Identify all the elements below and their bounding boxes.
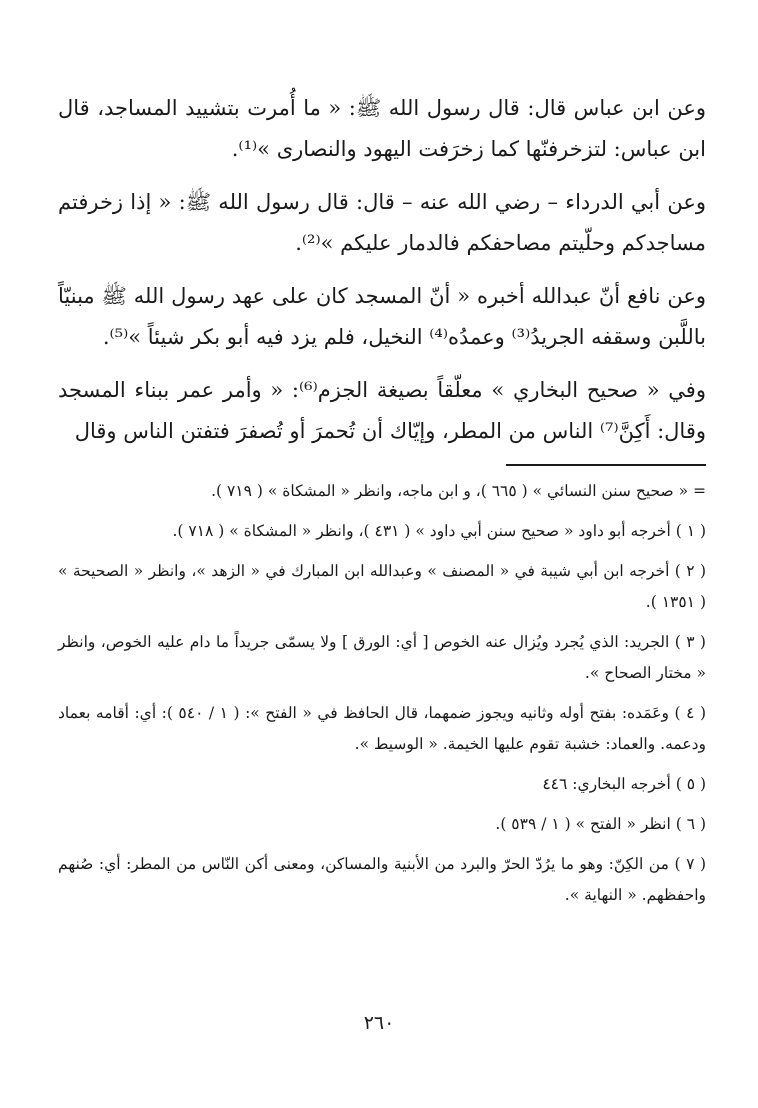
footnote-4: ( ٤ ) وعَمَده: بفتح أوله وثانيه ويجوز ضمهما، قال الحافظ في « الفتح »: ( ١ / ٥٤٠ ): أي: أقامه بعماد ودعمه. والعماد: خشبة تقوم عليها الخيمة. « الوسيط ». bbox=[58, 703, 706, 753]
footnote-5: ( ٥ ) أخرجه البخاري: ٤٤٦ bbox=[542, 774, 706, 793]
footnote-separator bbox=[506, 464, 706, 466]
main-paragraph-1: وعن ابن عباس قال: قال رسول الله ﷺ: « ما أُمرت بتشييد المساجد، قال ابن عباس: لتزخرفنّها كما زخرَفت اليهود والنصارى »⁽¹⁾. bbox=[58, 96, 706, 161]
page-number: ٢٦٠ bbox=[363, 1012, 395, 1034]
footnote-3: ( ٣ ) الجريد: الذي يُجرد ويُزال عنه الخوص [ أي: الورق ] ولا يسمّى جريداً ما دام عليه الخوص، وانظر « مختار الصحاح ». bbox=[58, 632, 706, 682]
footnote-1: ( ١ ) أخرجه أبو داود « صحيح سنن أبي داود » ( ٤٣١ )، وانظر « المشكاة » ( ٧١٨ ). bbox=[172, 521, 706, 540]
footnote-2: ( ٢ ) أخرجه ابن أبي شيبة في « المصنف » وعبدالله ابن المبارك في « الزهد »، وانظر « الصحيحة » ( ١٣٥١ ). bbox=[58, 561, 706, 611]
footnote-7: ( ٧ ) من الكِنّ: وهو ما يرُدّ الحرّ والبرد من الأبنية والمساكن، ومعنى أكن النّاس من المطر: أي: صُنهم واحفظهم. « النهاية ». bbox=[58, 854, 706, 904]
main-paragraph-3: وعن نافع أنّ عبدالله أخبره « أنّ المسجد كان على عهد رسول الله ﷺ مبنيّاً باللَّبن وسقفه الجريدُ⁽³⁾ وعمدُه⁽⁴⁾ النخيل، فلم يزد فيه أبو بكر شيئاً »⁽⁵⁾. bbox=[58, 284, 706, 349]
footnote-continuation: = « صحيح سنن النسائي » ( ٦٦٥ )، و ابن ماجه، وانظر « المشكاة » ( ٧١٩ ). bbox=[211, 481, 706, 500]
page-body bbox=[58, 88, 706, 920]
footnote-6: ( ٦ ) انظر « الفتح » ( ١ / ٥٣٩ ). bbox=[495, 814, 706, 833]
main-paragraph-4: وفي « صحيح البخاري » معلّقاً بصيغة الجزم⁽⁶⁾: « وأمر عمر ببناء المسجد وقال: أَكِنَّ⁽⁷⁾ الناس من المطر، وإيّاك أن تُحمرَ أو تُصفرَ فتفتن الناس وقال bbox=[58, 378, 706, 443]
main-paragraph-2: وعن أبي الدرداء – رضي الله عنه – قال: قال رسول الله ﷺ: « إذا زخرفتم مساجدكم وحلّيتم مصاحفكم فالدمار عليكم »⁽²⁾. bbox=[58, 190, 706, 255]
